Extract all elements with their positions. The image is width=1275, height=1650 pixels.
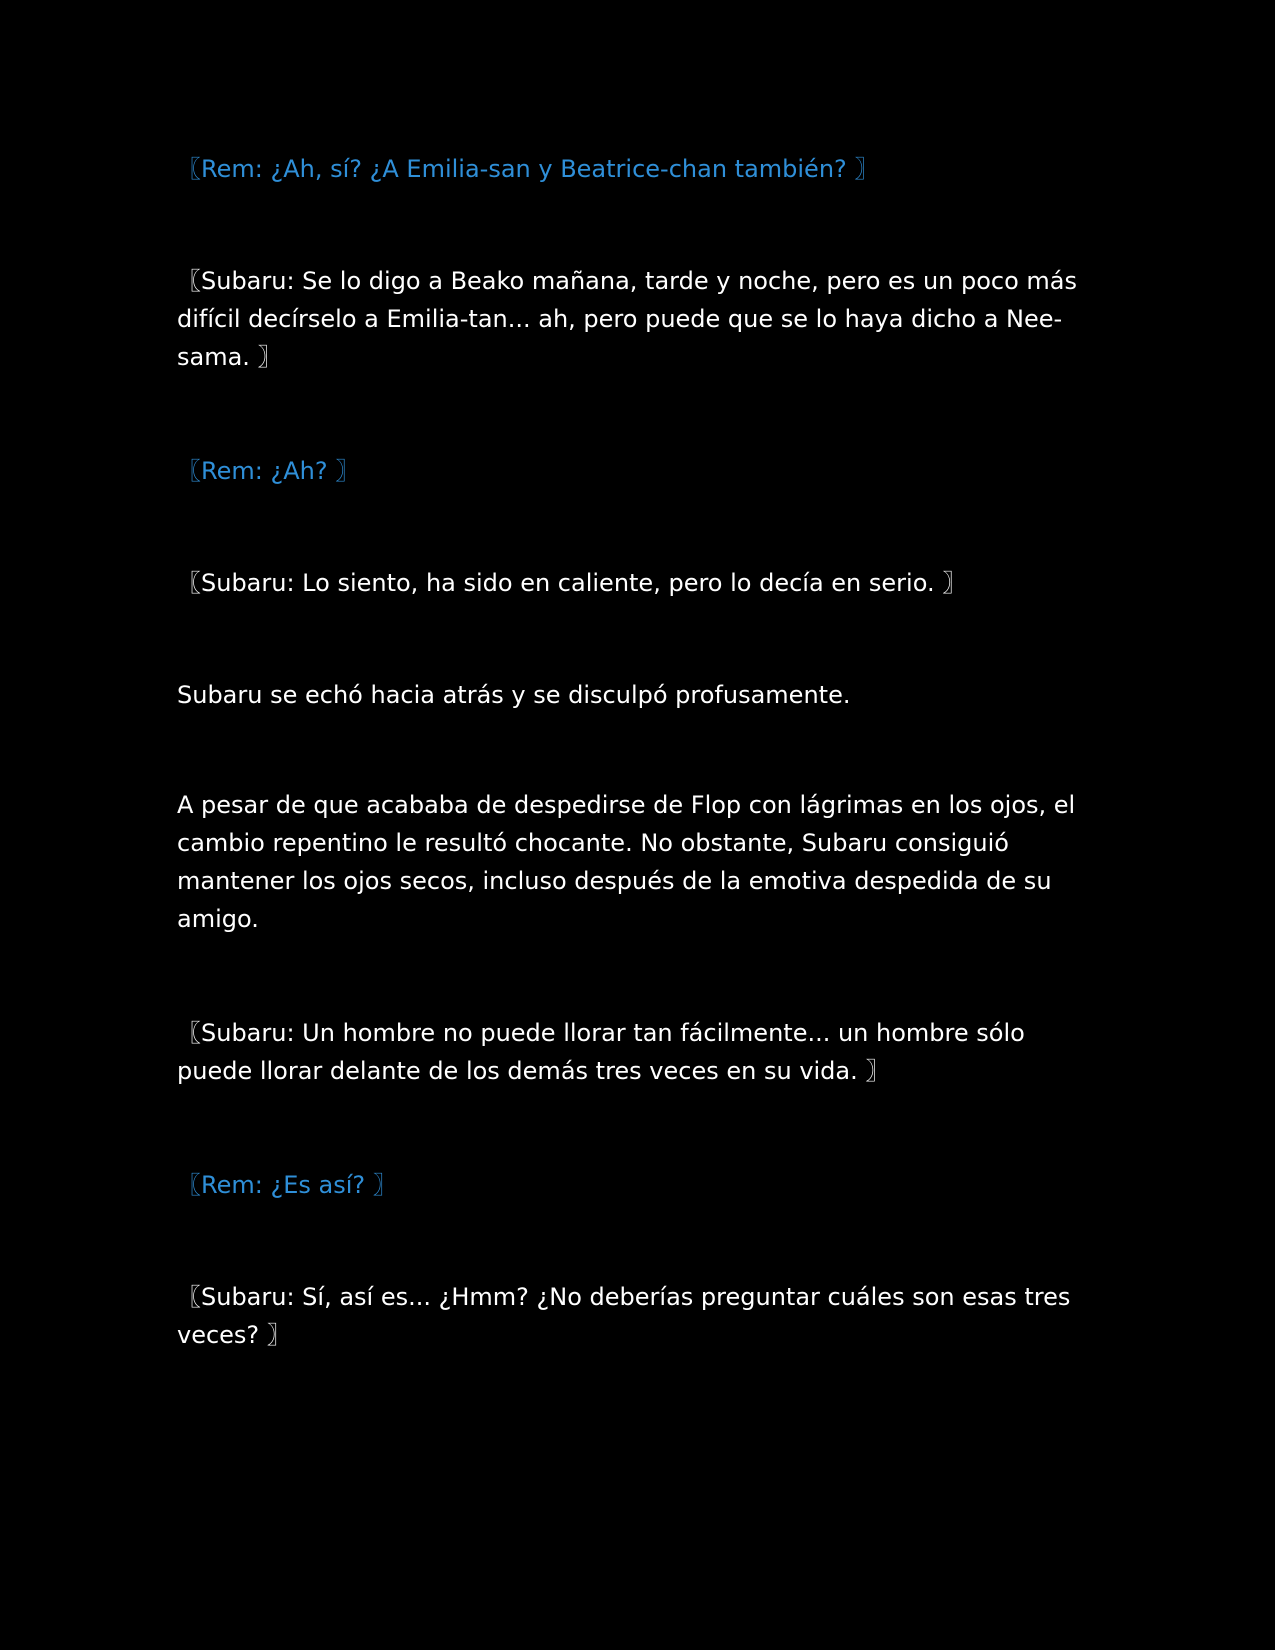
dialogue-rem: 〖Rem: ¿Ah, sí? ¿A Emilia-san y Beatrice-chan también? 〗 [177, 155, 879, 183]
dialogue-rem: 〖Rem: ¿Es así? 〗 [177, 1171, 397, 1199]
dialogue-subaru: 〖Subaru: Sí, así es... ¿Hmm? ¿No deberías preguntar cuáles son esas tres veces? 〗 [177, 1283, 1071, 1349]
dialogue-rem: 〖Rem: ¿Ah? 〗 [177, 457, 360, 485]
dialogue-subaru: 〖Subaru: Se lo digo a Beako mañana, tarde y noche, pero es un poco más difícil decírselo a Emilia-tan... ah, pero puede que se lo haya dicho a Nee-sama. 〗 [177, 267, 1078, 371]
dialogue-subaru: 〖Subaru: Un hombre no puede llorar tan fácilmente... un hombre sólo puede llorar delante de los demás tres veces en su vida. 〗 [177, 1019, 1025, 1085]
narration-paragraph: Subaru se echó hacia atrás y se disculpó profusamente. [177, 681, 851, 709]
narration-paragraph: A pesar de que acababa de despedirse de Flop con lágrimas en los ojos, el cambio repentino le resultó chocante. No obstante, Subaru consiguió mantener los ojos secos, incluso después de la emotiva despedida de su amigo. [177, 791, 1076, 933]
dialogue-subaru: 〖Subaru: Lo siento, ha sido en caliente, pero lo decía en serio. 〗 [177, 569, 967, 597]
